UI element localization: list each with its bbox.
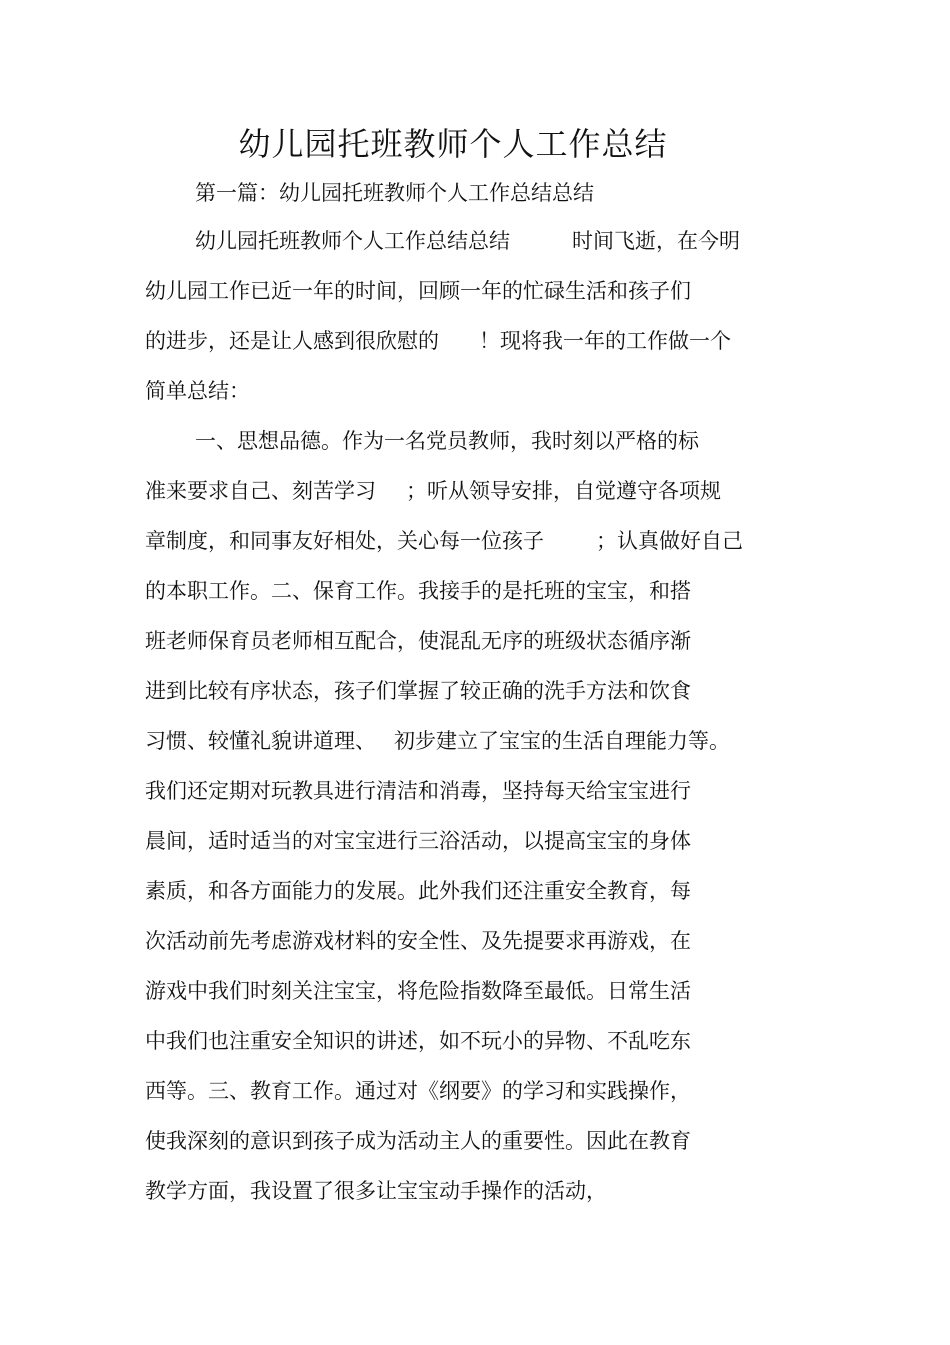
paragraph-line (145, 1074, 691, 1108)
paragraph-line (145, 774, 691, 808)
line-text: 使我深刻的意识到孩子成为活动主人的重要性。因此在教育 (145, 1129, 691, 1153)
paragraph-line (195, 424, 699, 458)
paragraph-line (145, 974, 691, 1008)
paragraph-line (195, 224, 740, 258)
line-text: 的进步，还是让人感到很欣慰的 (145, 329, 439, 353)
paragraph-line (145, 1174, 607, 1208)
paragraph-line (145, 724, 730, 758)
document-subtitle: 第一篇：幼儿园托班教师个人工作总结总结 (195, 181, 594, 205)
paragraph-line (145, 624, 691, 658)
line-text: 准来要求自己、刻苦学习 (145, 479, 376, 503)
paragraph-line (145, 524, 743, 558)
line-text: 西等。三、教育工作。通过对《纲要》的学习和实践操作， (145, 1079, 691, 1103)
paragraph-line (145, 924, 691, 958)
line-text: 次活动前先考虑游戏材料的安全性、及先提要求再游戏，在 (145, 929, 691, 953)
line-text: 进到比较有序状态，孩子们掌握了较正确的洗手方法和饮食 (145, 679, 691, 703)
line-text: 初步建立了宝宝的生活自理能力等。 (394, 729, 730, 753)
line-text: 习惯、较懂礼貌讲道理、 (145, 729, 376, 753)
paragraph-line (145, 874, 691, 908)
line-text: 教学方面，我设置了很多让宝宝动手操作的活动， (145, 1179, 607, 1203)
paragraph-line (145, 574, 691, 608)
line-text: 幼儿园工作已近一年的时间，回顾一年的忙碌生活和孩子们 (145, 279, 691, 303)
line-text: 我们还定期对玩教具进行清洁和消毒，坚持每天给宝宝进行 (145, 779, 691, 803)
line-text: 简单总结： (145, 379, 250, 403)
line-text: 一、思想品德。作为一名党员教师，我时刻以严格的标 (195, 429, 699, 453)
line-text: ；听从领导安排，自觉遵守各项规 (406, 479, 721, 503)
line-text: 中我们也注重安全知识的讲述，如不玩小的异物、不乱吃东 (145, 1029, 691, 1053)
paragraph-line (145, 474, 721, 508)
line-text: 晨间，适时适当的对宝宝进行三浴活动，以提高宝宝的身体 (145, 829, 691, 853)
paragraph-line (145, 824, 691, 858)
line-text: 的本职工作。二、保育工作。我接手的是托班的宝宝，和搭 (145, 579, 691, 603)
paragraph-line (145, 1124, 691, 1158)
paragraph-line (145, 374, 250, 408)
line-text: 时间飞逝，在今明 (572, 229, 740, 253)
line-text: 素质，和各方面能力的发展。此外我们还注重安全教育，每 (145, 879, 691, 903)
paragraph-line (145, 1024, 691, 1058)
line-text: ！现将我一年的工作做一个 (479, 329, 731, 353)
line-text: 章制度，和同事友好相处，关心每一位孩子 (145, 529, 544, 553)
document-title: 幼儿园托班教师个人工作总结 (238, 125, 668, 163)
line-text: 游戏中我们时刻关注宝宝，将危险指数降至最低。日常生活 (145, 979, 691, 1003)
paragraph-line (145, 274, 691, 308)
line-text: 班老师保育员老师相互配合，使混乱无序的班级状态循序渐 (145, 629, 691, 653)
paragraph-line (145, 674, 691, 708)
line-text: ；认真做好自己 (596, 529, 743, 553)
paragraph-line (145, 324, 731, 358)
line-text: 幼儿园托班教师个人工作总结总结 (195, 229, 510, 253)
